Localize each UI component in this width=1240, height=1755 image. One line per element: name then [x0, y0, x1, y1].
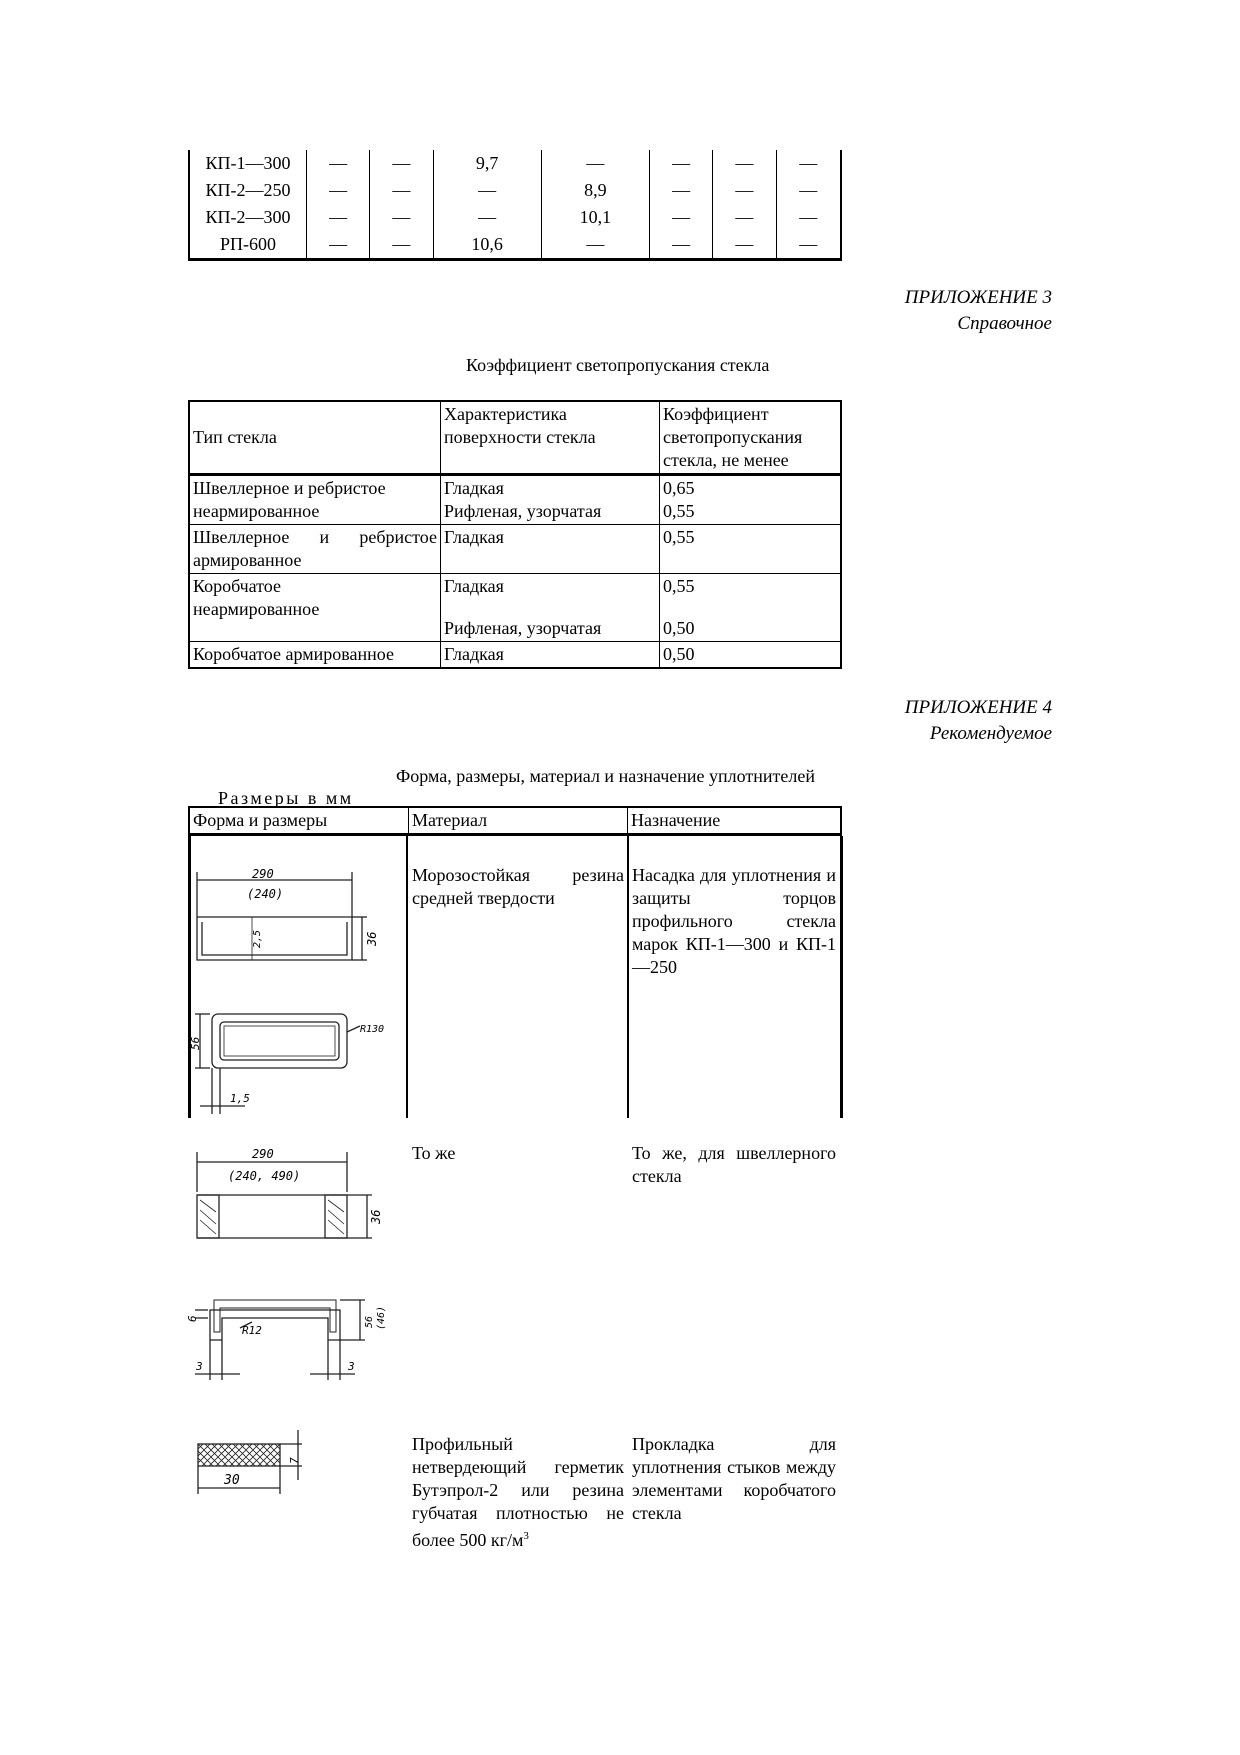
seal-3-material: [412, 1433, 624, 1552]
dim-label: (240): [247, 887, 284, 901]
glass-type-cell: [189, 525, 441, 574]
table-cell: —: [713, 150, 776, 177]
table-row: [189, 231, 841, 260]
table-cell: —: [713, 177, 776, 204]
header-material: Материал: [409, 807, 628, 835]
table-cell: —: [776, 231, 841, 260]
surface-cell-line: Гладкая: [444, 644, 504, 664]
dim-label: 290: [252, 1147, 274, 1161]
dim-label: 56: [189, 1036, 202, 1050]
table-cell: —: [370, 177, 433, 204]
drawing-gasket-section: [190, 1422, 320, 1500]
header-coefficient: Коэффициент светопропускания стекла, не менее: [660, 401, 842, 475]
table-cell: —: [370, 204, 433, 231]
dim-label: (46): [376, 1305, 387, 1330]
table-cell: —: [307, 231, 370, 260]
table-row: [189, 574, 841, 642]
glass-type-cell-line: Коробчатое армированное: [193, 644, 394, 664]
drawing-channel-cap-section: [186, 1290, 410, 1390]
units-note: Размеры в мм: [218, 788, 354, 808]
table-row: [189, 177, 841, 204]
dim-label: 290: [252, 867, 274, 881]
table-cell: —: [713, 204, 776, 231]
seals-table: [188, 806, 842, 836]
dim-label: R12: [242, 1324, 262, 1337]
surface-cell-line: Гладкая: [444, 527, 504, 547]
table-header-row: [189, 807, 841, 835]
appendix-4-title: ПРИЛОЖЕНИЕ 4: [904, 697, 1052, 718]
drawing-cap-top-view: [190, 1004, 400, 1116]
glass-type-cell-line: Коробчатое: [193, 576, 281, 596]
glass-type-cell-line: неармированное: [193, 501, 320, 521]
surface-cell: [441, 642, 660, 669]
drawing-channel-cap-side-view: [192, 1140, 392, 1248]
coefficient-cell: [660, 574, 842, 642]
table-row: [189, 525, 841, 574]
seal-3-material-text: Профильный нетвердеющий герметик Бутэпрол-2 или резина губчатая плотностью не более 500 кг/м: [412, 1434, 624, 1550]
surface-cell-line: Рифленая, узорчатая: [444, 501, 602, 521]
seal-table-divider-2: [627, 836, 629, 1118]
table-cell: —: [776, 204, 841, 231]
table-row: [189, 642, 841, 669]
header-glass-type: Тип стекла: [189, 401, 441, 475]
dim-label: (240, 490): [228, 1169, 301, 1183]
surface-cell-line: Гладкая: [444, 576, 504, 596]
coefficient-cell-line: 0,65: [663, 478, 695, 498]
appendix-3-caption: Коэффициент светопропускания стекла: [466, 355, 770, 375]
seal-1-material: Морозостойкая резина средней твердости: [412, 865, 624, 908]
table-cell: —: [649, 177, 712, 204]
dim-label: 36: [369, 1209, 383, 1224]
table-cell: —: [649, 150, 712, 177]
coefficient-cell-line: 0,55: [663, 576, 695, 596]
surface-cell-line: Рифленая, узорчатая: [444, 618, 602, 638]
glass-mark-cell: РП-600: [189, 231, 307, 260]
seal-2-purpose: То же, для швеллерного стекла: [632, 1143, 836, 1186]
table-cell: —: [307, 204, 370, 231]
coefficient-cell-line: 0,55: [663, 501, 695, 521]
table-cell: —: [776, 150, 841, 177]
coefficient-cell-line: 0,55: [663, 527, 695, 547]
coefficient-cell: [660, 475, 842, 525]
appendix-4-header: [905, 695, 1052, 747]
coefficient-cell: [660, 642, 842, 669]
table-cell: —: [433, 177, 541, 204]
coefficient-cell: [660, 525, 842, 574]
table-row: [189, 475, 841, 525]
table-cell: —: [541, 150, 649, 177]
table-cell: —: [776, 177, 841, 204]
table-cell: —: [713, 231, 776, 260]
table-cell: —: [370, 150, 433, 177]
appendix-3-header: [905, 285, 1052, 337]
drawing-cap-side-view: [192, 862, 392, 970]
dim-label: 3: [196, 1360, 203, 1373]
seal-table-divider-1: [406, 836, 408, 1118]
dim-label: 56: [364, 1315, 375, 1328]
appendix-4-status: Рекомендуемое: [929, 723, 1052, 744]
dim-label: 2,5: [252, 929, 263, 948]
dim-label: 7: [288, 1457, 301, 1464]
surface-cell: [441, 475, 660, 525]
table-cell: —: [307, 150, 370, 177]
glass-type-cell: [189, 475, 441, 525]
seal-3-purpose: Прокладка для уплотнения стыков между элементами коробчатого стекла: [632, 1434, 836, 1523]
glass-type-cell-line: армированное: [193, 550, 302, 570]
glass-type-cell-line: Швеллерное и ребристое: [193, 527, 437, 547]
table-cell: 10,6: [433, 231, 541, 260]
table-cell: 9,7: [433, 150, 541, 177]
table-row: [189, 150, 841, 177]
coefficient-cell-line: 0,50: [663, 618, 695, 638]
appendix-3-status: Справочное: [957, 313, 1052, 334]
appendix-4-caption: Форма, размеры, материал и назначение уплотнителей: [396, 766, 815, 786]
table-cell: —: [649, 204, 712, 231]
surface-cell: [441, 525, 660, 574]
table-header-row: [189, 401, 841, 475]
dim-label: R130: [360, 1024, 385, 1035]
table-cell: —: [541, 231, 649, 260]
dim-label: 30: [224, 1473, 240, 1488]
dim-label: 6: [186, 1315, 199, 1322]
dim-label: 3: [348, 1360, 355, 1373]
dim-label: 1,5: [230, 1092, 250, 1105]
glass-type-cell: [189, 642, 441, 669]
glass-type-cell-line: Швеллерное и ребристое: [193, 478, 386, 498]
glass-type-cell: [189, 574, 441, 642]
table-row: [189, 204, 841, 231]
surface-cell: [441, 574, 660, 642]
continuation-table: [188, 150, 842, 261]
header-shape: Форма и размеры: [189, 807, 409, 835]
table-cell: —: [307, 177, 370, 204]
header-purpose: Назначение: [628, 807, 842, 835]
seal-3-material-sup: 3: [523, 1530, 529, 1542]
table-cell: 8,9: [541, 177, 649, 204]
glass-mark-cell: КП-2—300: [189, 204, 307, 231]
table-cell: —: [433, 204, 541, 231]
table-cell: —: [370, 231, 433, 260]
seal-1-purpose: Насадка для уплотнения и защиты торцов профильного стекла марок КП-1—300 и КП-1—250: [632, 865, 836, 977]
header-surface: Характеристика поверхности стекла: [441, 401, 660, 475]
light-transmission-table: [188, 400, 842, 669]
table-cell: 10,1: [541, 204, 649, 231]
glass-mark-cell: КП-1—300: [189, 150, 307, 177]
table-cell: —: [649, 231, 712, 260]
dim-label: 36: [365, 931, 379, 946]
coefficient-cell-line: 0,50: [663, 644, 695, 664]
appendix-3-title: ПРИЛОЖЕНИЕ 3: [904, 287, 1052, 308]
seal-table-right-border: [840, 836, 843, 1118]
surface-cell-line: Гладкая: [444, 478, 504, 498]
glass-type-cell-line: неармированное: [193, 599, 320, 619]
seal-2-material: То же: [412, 1143, 456, 1163]
glass-mark-cell: КП-2—250: [189, 177, 307, 204]
